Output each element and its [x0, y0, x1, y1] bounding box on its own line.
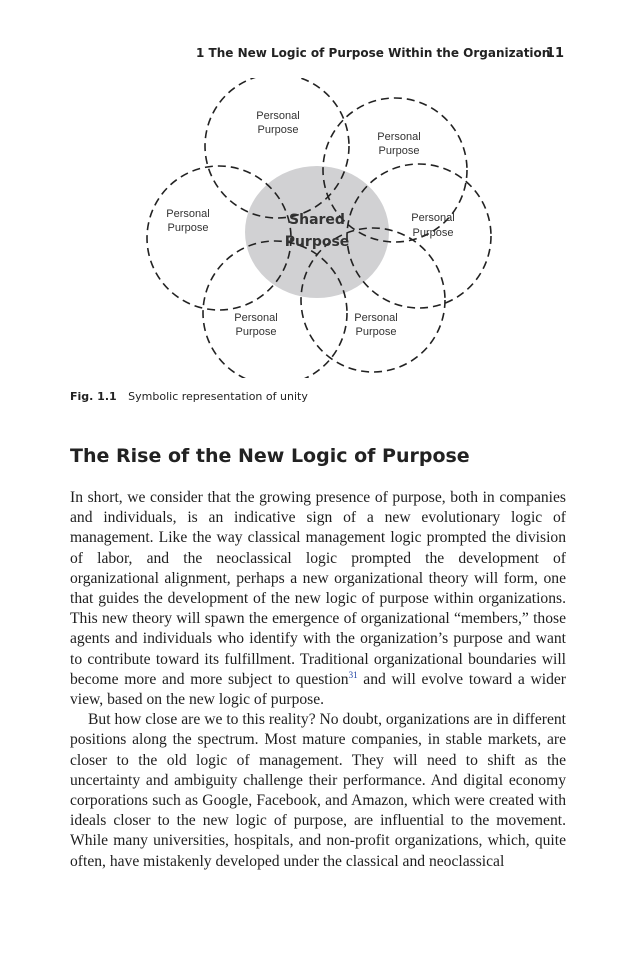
- unity-figure: [125, 78, 505, 378]
- personal-label-bottom-right-line1: Personal: [354, 312, 398, 324]
- shared-label-line2: Purpose: [284, 234, 350, 250]
- shared-purpose-ellipse: [245, 166, 389, 298]
- paragraph-1-text-a: In short, we consider that the growing presence of purpose, both in companies and individuals, is an indicative sign of a new evolutionary logic of management. Like the way classical management logic prompted the division of labor, and the neoclassical logic prompted the development of organizational alignment, perhaps a new organizational theory will form, one that guides the development of the new logic of purpose within organizations. This new theory will spawn the emergence of organizational “members,” those agents and individuals who identify with the organization’s purpose and want to contribute toward its fulfillment. Traditional organizational boundaries will become more and more subject to question: [70, 489, 566, 688]
- personal-label-bottom-right-line2: Purpose: [355, 326, 397, 338]
- section-heading: The Rise of the New Logic of Purpose: [70, 445, 470, 467]
- personal-label-top-right-line2: Purpose: [378, 145, 420, 157]
- personal-label-left-line2: Purpose: [167, 222, 209, 234]
- page-number: 11: [545, 46, 564, 61]
- personal-label-top-line1: Personal: [256, 110, 300, 122]
- paragraph-2: But how close are we to this reality? No doubt, organizations are in different positions along the spectrum. Most mature companies, in stable markets, are closer to the old logic of management. They will need to shift as the uncertainty and ambiguity challenge their performance. And digital economy corporations such as Google, Facebook, and Amazon, which were created with ideals closer to the new logic of purpose, are influential to the movement. While many universities, hospitals, and non-profit organizations, which, quite often, have mistakenly developed under the classical and neoclassical: [70, 711, 566, 870]
- personal-label-top-right-line1: Personal: [377, 131, 421, 143]
- personal-label-bottom-left-line2: Purpose: [235, 326, 277, 338]
- footnote-ref-31[interactable]: 31: [348, 669, 358, 680]
- body-text: [70, 488, 566, 872]
- personal-label-top-line2: Purpose: [257, 124, 299, 136]
- personal-label-left-line1: Personal: [166, 208, 210, 220]
- figure-caption-text: Symbolic representation of unity: [128, 390, 308, 403]
- shared-label-line1: Shared: [289, 212, 345, 228]
- figure-caption: [70, 390, 570, 403]
- unity-diagram: [125, 78, 505, 378]
- paragraph-1: [70, 488, 566, 710]
- running-head: 1 The New Logic of Purpose Within the Organization: [196, 46, 551, 60]
- personal-label-bottom-left-line1: Personal: [234, 312, 278, 324]
- page-header: [0, 46, 638, 66]
- figure-number: Fig. 1.1: [70, 390, 117, 403]
- personal-label-right-line2: Purpose: [412, 227, 454, 239]
- paragraph-1-text-b: and will evolve toward a wider view, based on the new logic of purpose.: [70, 670, 566, 709]
- personal-label-right-line1: Personal: [411, 212, 455, 224]
